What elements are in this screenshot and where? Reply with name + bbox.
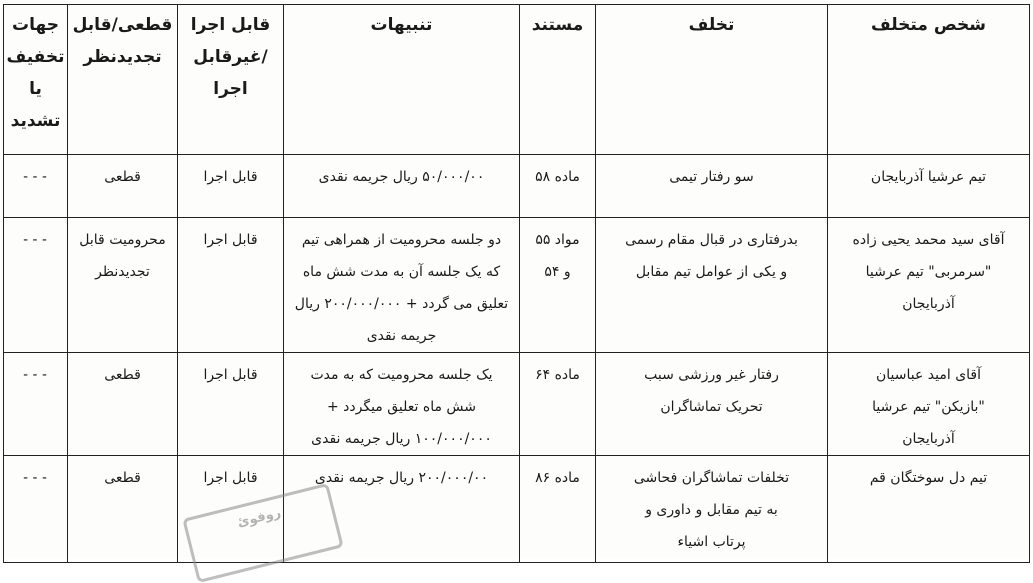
cell-enforceability: قابل اجرا <box>178 353 284 456</box>
cell-penalty: ۲۰۰/۰۰۰/۰۰ ریال جریمه نقدی <box>284 456 520 563</box>
cell-finality: محرومیت قابل تجدیدنظر <box>68 218 178 353</box>
cell-article: ماده ۵۸ <box>520 155 596 218</box>
cell-finality: قطعی <box>68 353 178 456</box>
header-row <box>4 5 1030 155</box>
cell-article: ماده ۶۴ <box>520 353 596 456</box>
header-violation: تخلف <box>596 5 828 155</box>
cell-person: تیم عرشیا آذربایجان <box>828 155 1030 218</box>
header-enforceability: قابل اجرا /غیرقابل اجرا <box>178 5 284 155</box>
cell-person: آقای سید محمد یحیی زاده "سرمربی" تیم عرشیا آذربایجان <box>828 218 1030 353</box>
cell-enforceability: قابل اجرا <box>178 218 284 353</box>
header-article: مستند <box>520 5 596 155</box>
table-row <box>4 218 1030 353</box>
cell-enforceability: قابل اجرا <box>178 155 284 218</box>
cell-violation: تخلفات تماشاگران فحاشی به تیم مقابل و داوری و پرتاب اشیاء <box>596 456 828 563</box>
cell-penalty: ۵۰/۰۰۰/۰۰ ریال جریمه نقدی <box>284 155 520 218</box>
cell-enforceability: قابل اجرا <box>178 456 284 563</box>
cell-aggravation: --- <box>4 218 68 353</box>
cell-aggravation: --- <box>4 353 68 456</box>
header-penalty: تنبیهات <box>284 5 520 155</box>
cell-violation: سو رفتار تیمی <box>596 155 828 218</box>
cell-finality: قطعی <box>68 155 178 218</box>
cell-aggravation: --- <box>4 456 68 563</box>
cell-violation: رفتار غیر ورزشی سبب تحریک تماشاگران <box>596 353 828 456</box>
cell-article: ماده ۸۶ <box>520 456 596 563</box>
cell-violation: بدرفتاری در قبال مقام رسمی و یکی از عوامل تیم مقابل <box>596 218 828 353</box>
header-finality: قطعی/قابل تجدیدنظر <box>68 5 178 155</box>
table-row <box>4 353 1030 456</box>
cell-penalty: دو جلسه محرومیت از همراهی تیم که یک جلسه آن به مدت شش ماه تعلیق می گردد + ۲۰۰/۰۰۰/۰۰۰ ریال جریمه نقدی <box>284 218 520 353</box>
cell-person: تیم دل سوختگان قم <box>828 456 1030 563</box>
header-aggravation: جهات تخفیف یا تشدید <box>4 5 68 155</box>
cell-aggravation: --- <box>4 155 68 218</box>
official-stamp: روفوئ <box>182 483 344 583</box>
cell-article: مواد ۵۵ و ۵۴ <box>520 218 596 353</box>
header-person: شخص متخلف <box>828 5 1030 155</box>
cell-person: آقای امید عباسیان "بازیکن" تیم عرشیا آذربایجان <box>828 353 1030 456</box>
disciplinary-verdicts-table <box>3 4 1030 563</box>
cell-penalty: یک جلسه محرومیت که به مدت شش ماه تعلیق میگردد + ۱۰۰/۰۰۰/۰۰۰ ریال جریمه نقدی <box>284 353 520 456</box>
cell-finality: قطعی <box>68 456 178 563</box>
table-row <box>4 456 1030 563</box>
table-row <box>4 155 1030 218</box>
